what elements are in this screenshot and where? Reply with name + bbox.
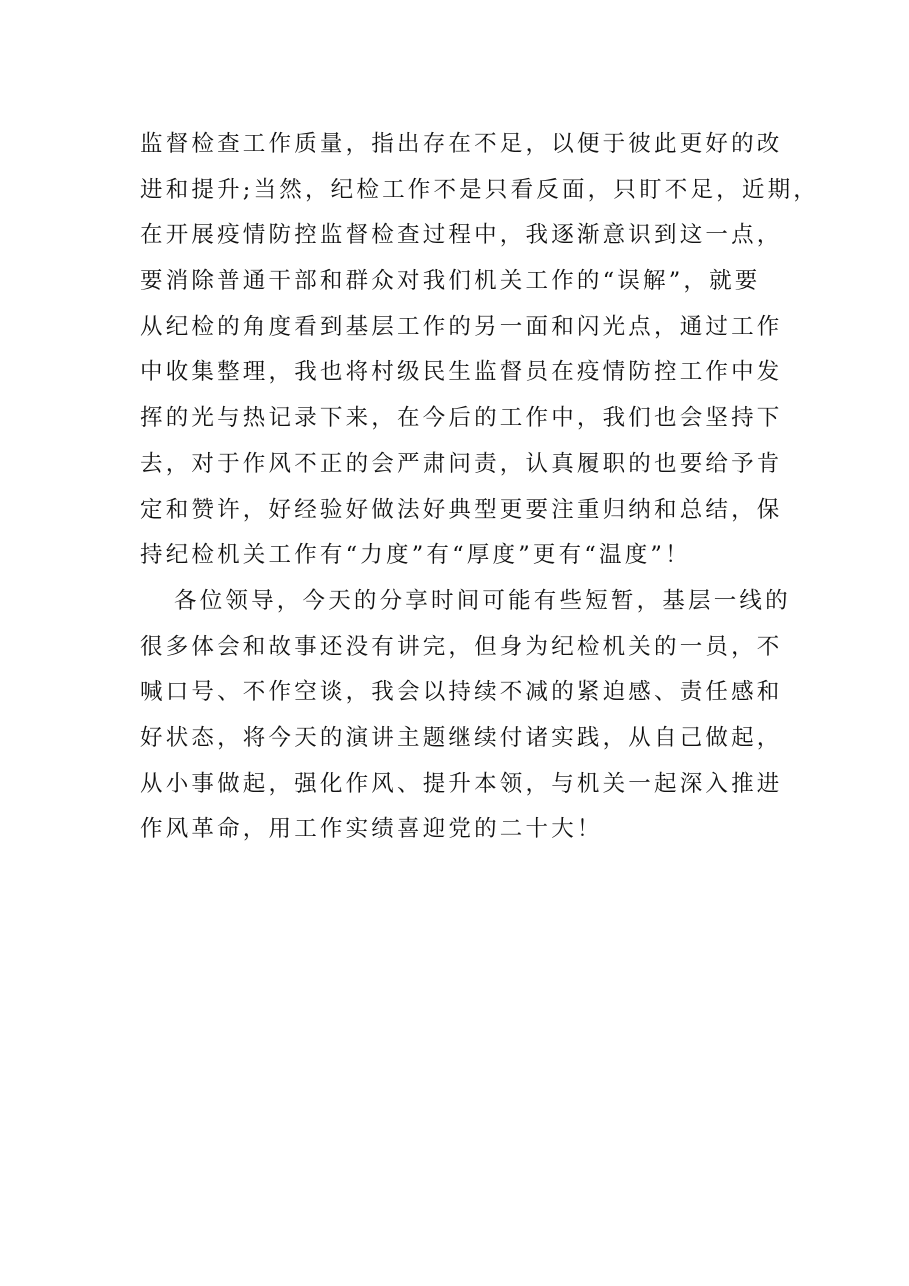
text-line: 作风革命，用工作实绩喜迎党的二十大！ <box>140 816 603 843</box>
paragraph-2 <box>140 579 791 853</box>
text-line: 挥的光与热记录下来，在今后的工作中，我们也会坚持下 <box>140 405 783 432</box>
text-line: 喊口号、不作空谈，我会以持续不减的紧迫感、责任感和 <box>140 679 783 706</box>
text-line: 定和赞许，好经验好做法好典型更要注重归纳和总结，保 <box>140 496 783 523</box>
text-line: 从纪检的角度看到基层工作的另一面和闪光点，通过工作 <box>140 313 783 340</box>
text-line: 好状态，将今天的演讲主题继续付诸实践，从自己做起， <box>140 724 783 751</box>
paragraph-1 <box>140 122 819 579</box>
text-line: 监督检查工作质量，指出存在不足，以便于彼此更好的改 <box>140 131 783 157</box>
text-line: 持纪检机关工作有“力度”有“厚度”更有“温度”！ <box>140 542 691 569</box>
text-line: 很多体会和故事还没有讲完，但身为纪检机关的一员，不 <box>140 633 783 660</box>
text-line: 进和提升;当然，纪检工作不是只看反面，只盯不足，近期， <box>140 176 819 203</box>
text-line: 在开展疫情防控监督检查过程中，我逐渐意识到这一点， <box>140 222 783 249</box>
text-line: 从小事做起，强化作风、提升本领，与机关一起深入推进 <box>140 770 783 797</box>
body-text <box>140 122 819 853</box>
text-line: 要消除普通干部和群众对我们机关工作的“误解”，就要 <box>140 268 761 295</box>
text-line: 去，对于作风不正的会严肃问责，认真履职的也要给予肯 <box>140 450 783 477</box>
text-line: 各位领导，今天的分享时间可能有些短暂，基层一线的 <box>174 587 791 614</box>
text-line: 中收集整理，我也将村级民生监督员在疫情防控工作中发 <box>140 359 783 386</box>
